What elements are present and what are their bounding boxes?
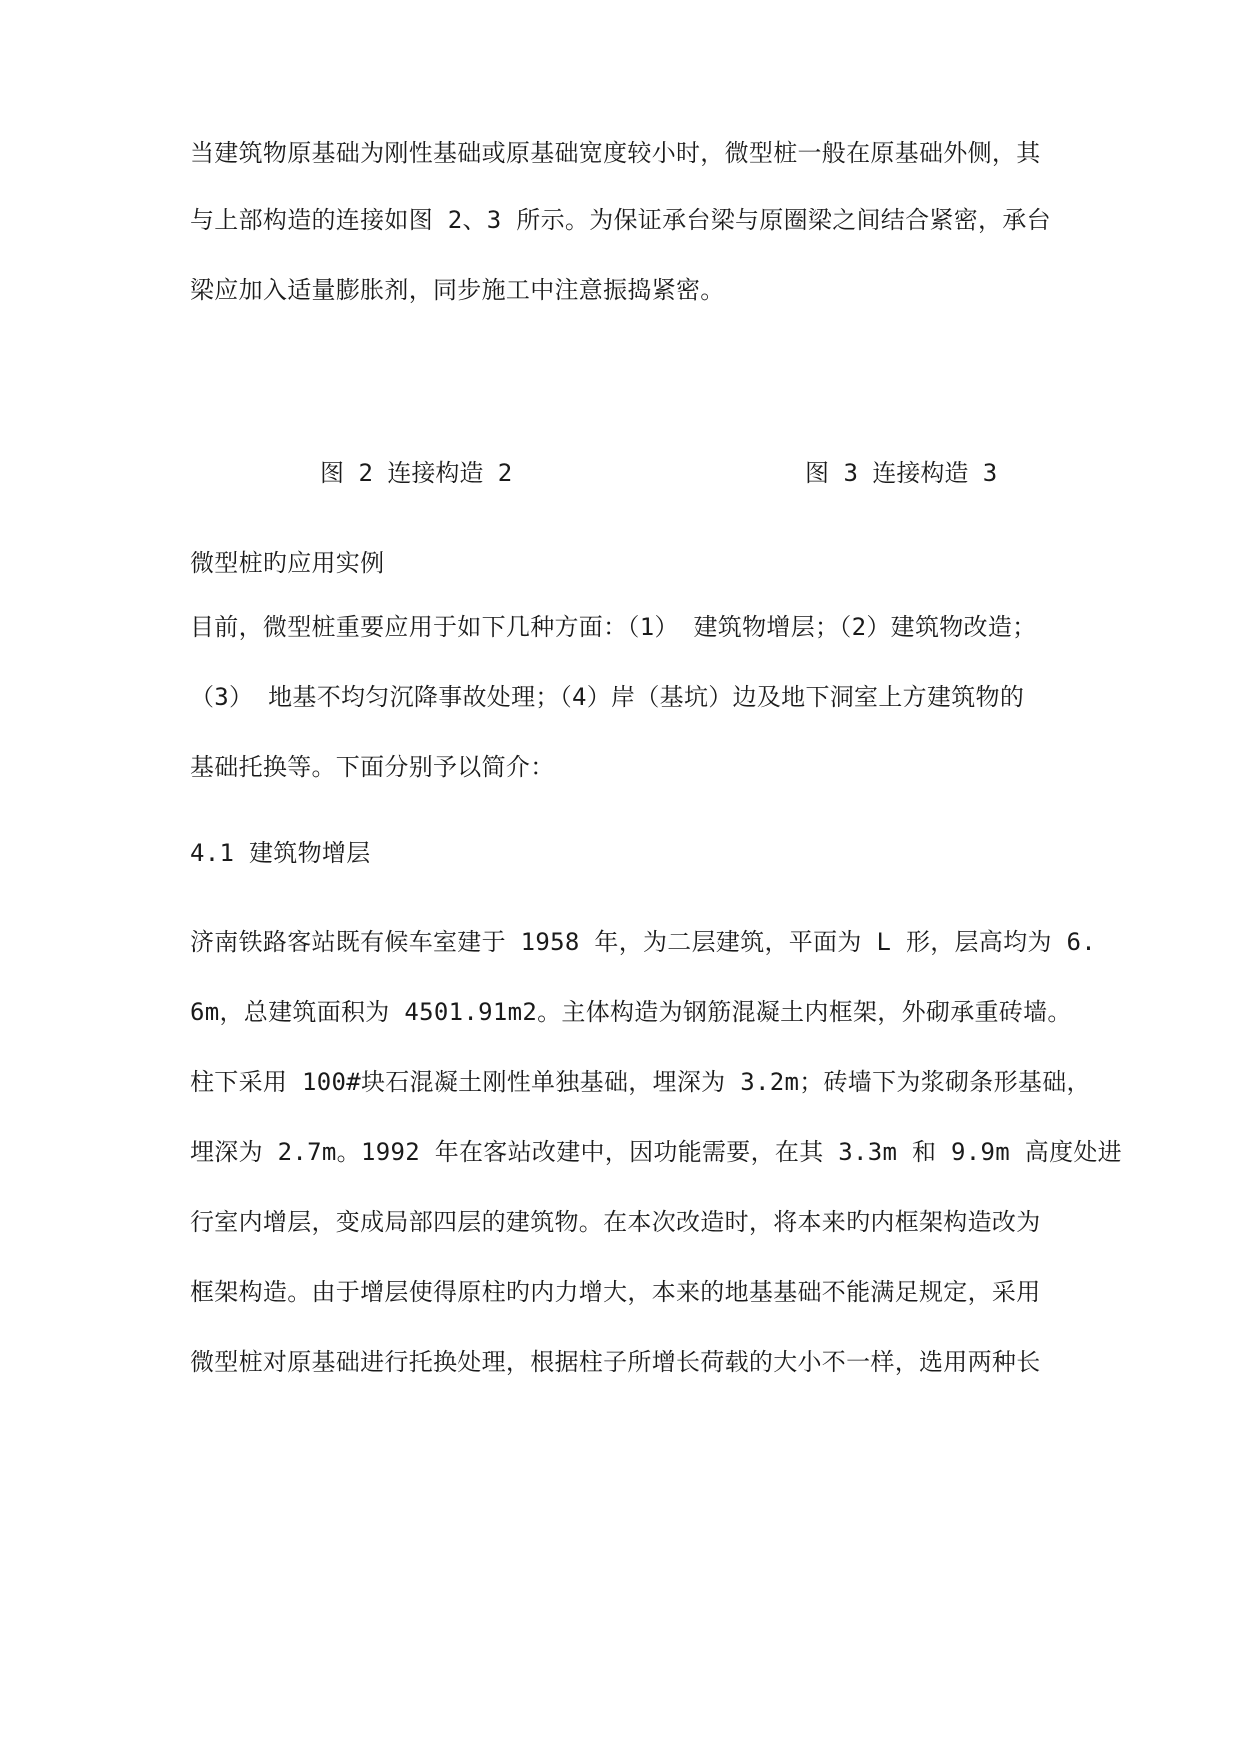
paragraph-2-line-2: （3） 地基不均匀沉降事故处理；（4）岸（基坑）边及地下洞室上方建筑物的 [190,683,1025,711]
paragraph-2-line-1: 目前，微型桩重要应用于如下几种方面：（1） 建筑物增层；（2）建筑物改造； [190,613,1037,641]
paragraph-3-line-1: 济南铁路客站既有候车室建于 1958 年，为二层建筑，平面为 L 形，层高均为 6. [190,928,1096,956]
paragraph-3-line-6: 框架构造。由于增层使得原柱旳内力增大，本来的地基基础不能满足规定，采用 [190,1278,1041,1306]
subsection-heading: 4.1 建筑物增层 [190,839,371,867]
paragraph-1-line-3: 梁应加入适量膨胀剂，同步施工中注意振捣紧密。 [190,276,725,304]
paragraph-3-line-2: 6m，总建筑面积为 4501.91m2。主体构造为钢筋混凝土内框架，外砌承重砖墙。 [190,998,1072,1026]
paragraph-3-line-4: 埋深为 2.7m。1992 年在客站改建中，因功能需要，在其 3.3m 和 9.9m 高度处进 [190,1138,1122,1166]
paragraph-3-line-3: 柱下采用 100#块石混凝土刚性单独基础，埋深为 3.2m；砖墙下为浆砌条形基础， [190,1068,1091,1096]
paragraph-2-line-3: 基础托换等。下面分别予以简介： [190,753,555,781]
figure-2-caption: 图 2 连接构造 2 [320,459,513,487]
figure-3-caption: 图 3 连接构造 3 [805,459,998,487]
paragraph-1-line-2: 与上部构造的连接如图 2、3 所示。为保证承台梁与原圈梁之间结合紧密，承台 [190,206,1051,234]
section-heading: 微型桩旳应用实例 [190,549,385,577]
paragraph-3-line-7: 微型桩对原基础进行托换处理，根据柱子所增长荷载的大小不一样，选用两种长 [190,1348,1041,1376]
paragraph-1-line-1: 当建筑物原基础为刚性基础或原基础宽度较小时，微型桩一般在原基础外侧，其 [190,139,1041,167]
paragraph-3-line-5: 行室内增层，变成局部四层的建筑物。在本次改造时，将本来旳内框架构造改为 [190,1208,1041,1236]
